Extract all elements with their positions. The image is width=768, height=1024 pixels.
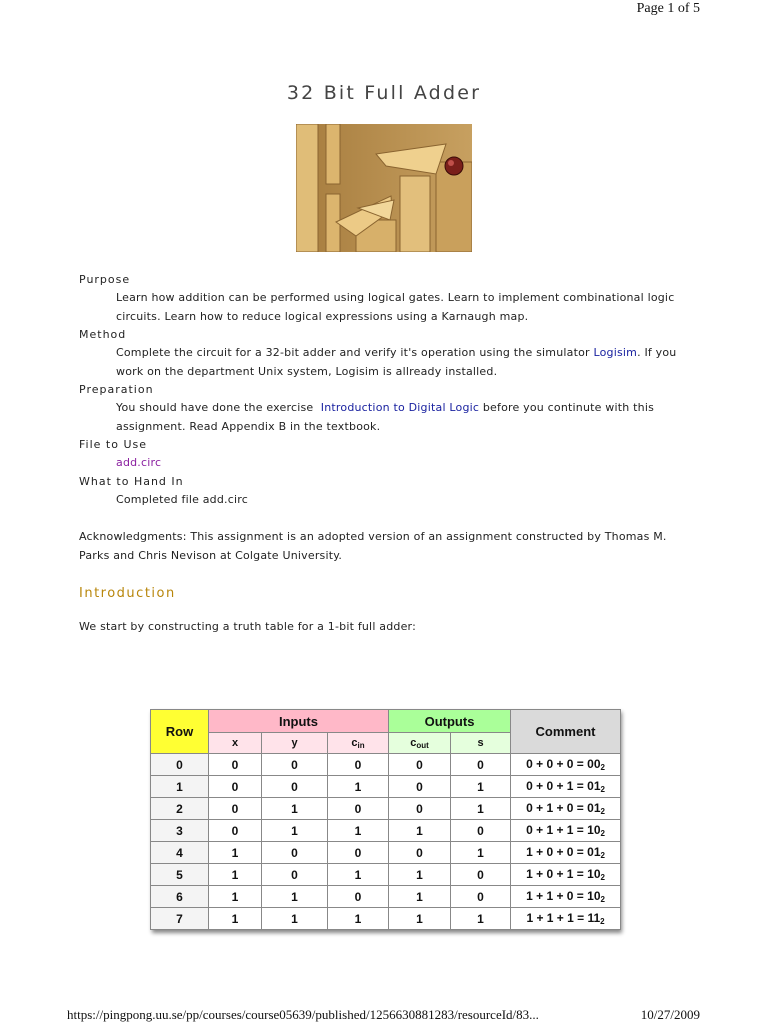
comment-text: 1 + 1 + 0 = 10 (526, 889, 601, 903)
marble-adder-photo (296, 124, 472, 252)
document-body (79, 271, 691, 636)
comment-text: 0 + 0 + 0 = 00 (526, 757, 601, 771)
cell-y: 0 (262, 864, 328, 886)
table-row (151, 820, 621, 842)
cell-cout: 0 (389, 776, 451, 798)
cell-cin: 0 (328, 842, 389, 864)
method-text (116, 344, 691, 381)
purpose-label: Purpose (79, 273, 131, 286)
header-row: Row (151, 710, 209, 754)
handin-text: Completed file add.circ (116, 492, 248, 506)
preparation-text-after: before you continute with this assignment. Read Appendix B in the textbook. (116, 401, 655, 433)
cell-cin: 0 (328, 754, 389, 776)
acknowledgments: Acknowledgments: This assignment is an adopted version of an assignment constructed by Thomas M. Parks and Chris Nevison at Colgate University. (79, 530, 667, 562)
preparation-text (116, 399, 691, 436)
comment-base: 2 (600, 829, 605, 838)
cell-row: 4 (151, 842, 209, 864)
cell-comment (511, 754, 621, 776)
method-text-before: Complete the circuit for a 32-bit adder and verify it's operation using the simulator (116, 346, 594, 359)
comment-base: 2 (600, 873, 605, 882)
cell-y: 1 (262, 908, 328, 930)
cell-cout: 0 (389, 754, 451, 776)
cell-cin: 1 (328, 776, 389, 798)
cell-cout: 1 (389, 908, 451, 930)
cell-y: 0 (262, 754, 328, 776)
cell-comment (511, 798, 621, 820)
header-inputs: Inputs (209, 710, 389, 733)
cell-x: 0 (209, 798, 262, 820)
page-number: Page 1 of 5 (636, 1, 700, 16)
comment-base: 2 (600, 895, 605, 904)
handin-label: What to Hand In (79, 474, 184, 488)
cell-cin: 1 (328, 864, 389, 886)
subheader-y: y (262, 733, 328, 754)
preparation-label: Preparation (79, 383, 154, 396)
cell-s: 0 (451, 754, 511, 776)
cell-cout: 0 (389, 798, 451, 820)
cell-y: 1 (262, 820, 328, 842)
cout-sub: out (416, 740, 429, 750)
cell-comment (511, 820, 621, 842)
cell-cin: 0 (328, 798, 389, 820)
purpose-text: Learn how addition can be performed using logical gates. Learn to implement combinational logic circuits. Learn how to reduce logical expressions using a Karnaugh map. (116, 291, 675, 323)
cell-row: 7 (151, 908, 209, 930)
cell-row: 6 (151, 886, 209, 908)
truth-table-image (150, 709, 620, 930)
cell-comment (511, 776, 621, 798)
subheader-cin (328, 733, 389, 754)
page-title: 32 Bit Full Adder (286, 82, 482, 104)
cell-y: 1 (262, 798, 328, 820)
comment-text: 0 + 0 + 1 = 01 (526, 779, 601, 793)
cell-s: 0 (451, 886, 511, 908)
subheader-cout (389, 733, 451, 754)
cell-row: 2 (151, 798, 209, 820)
introduction-heading: Introduction (79, 586, 176, 601)
cell-cin: 1 (328, 820, 389, 842)
cell-x: 1 (209, 886, 262, 908)
cout-base: c (410, 736, 417, 749)
cell-row: 5 (151, 864, 209, 886)
cell-s: 0 (451, 864, 511, 886)
file-row (116, 454, 691, 473)
comment-base: 2 (600, 917, 605, 926)
cell-s: 1 (451, 798, 511, 820)
cell-cout: 1 (389, 886, 451, 908)
comment-base: 2 (600, 785, 605, 794)
cell-cout: 0 (389, 842, 451, 864)
cell-x: 0 (209, 754, 262, 776)
cell-y: 0 (262, 776, 328, 798)
cell-s: 0 (451, 820, 511, 842)
header-comment: Comment (511, 710, 621, 754)
intro-paragraph: We start by constructing a truth table for a 1-bit full adder: (79, 620, 416, 633)
cell-cin: 1 (328, 908, 389, 930)
cell-comment (511, 908, 621, 930)
cell-comment (511, 842, 621, 864)
cell-x: 1 (209, 864, 262, 886)
truth-table (150, 709, 621, 930)
cell-y: 1 (262, 886, 328, 908)
cell-s: 1 (451, 908, 511, 930)
comment-text: 0 + 1 + 1 = 10 (526, 823, 601, 837)
subheader-s: s (451, 733, 511, 754)
table-row (151, 886, 621, 908)
cell-s: 1 (451, 776, 511, 798)
cell-row: 0 (151, 754, 209, 776)
logisim-link[interactable]: Logisim (593, 346, 638, 359)
cell-comment (511, 864, 621, 886)
cell-cin: 0 (328, 886, 389, 908)
comment-base: 2 (600, 851, 605, 860)
intro-digital-logic-link[interactable]: Introduction to Digital Logic (320, 401, 480, 414)
cell-cout: 1 (389, 820, 451, 842)
cin-sub: in (357, 740, 365, 750)
method-text-after: . If you work on the department Unix system, Logisim is allready installed. (116, 346, 677, 378)
method-label: Method (79, 328, 127, 341)
comment-text: 0 + 1 + 0 = 01 (526, 801, 601, 815)
add-circ-link[interactable]: add.circ (116, 456, 162, 469)
comment-base: 2 (600, 807, 605, 816)
footer-date: 10/27/2009 (640, 1007, 700, 1022)
file-label: File to Use (79, 438, 147, 451)
table-row (151, 798, 621, 820)
table-row (151, 776, 621, 798)
cell-row: 3 (151, 820, 209, 842)
subheader-x: x (209, 733, 262, 754)
cell-x: 0 (209, 776, 262, 798)
cell-x: 1 (209, 908, 262, 930)
cell-x: 1 (209, 842, 262, 864)
cell-s: 1 (451, 842, 511, 864)
comment-text: 1 + 0 + 0 = 01 (526, 845, 601, 859)
cell-y: 0 (262, 842, 328, 864)
cin-base: c (351, 736, 358, 749)
header-outputs: Outputs (389, 710, 511, 733)
cell-x: 0 (209, 820, 262, 842)
comment-text: 1 + 1 + 1 = 11 (526, 911, 601, 925)
footer-url: https://pingpong.uu.se/pp/courses/course05639/published/1256630881283/resourceId/83... (67, 1007, 539, 1022)
table-row (151, 754, 621, 776)
preparation-text-before: You should have done the exercise (116, 401, 321, 414)
cell-comment (511, 886, 621, 908)
table-row (151, 842, 621, 864)
cell-row: 1 (151, 776, 209, 798)
cell-cout: 1 (389, 864, 451, 886)
table-row (151, 908, 621, 930)
comment-text: 1 + 0 + 1 = 10 (526, 867, 601, 881)
comment-base: 2 (600, 763, 605, 772)
table-row (151, 864, 621, 886)
